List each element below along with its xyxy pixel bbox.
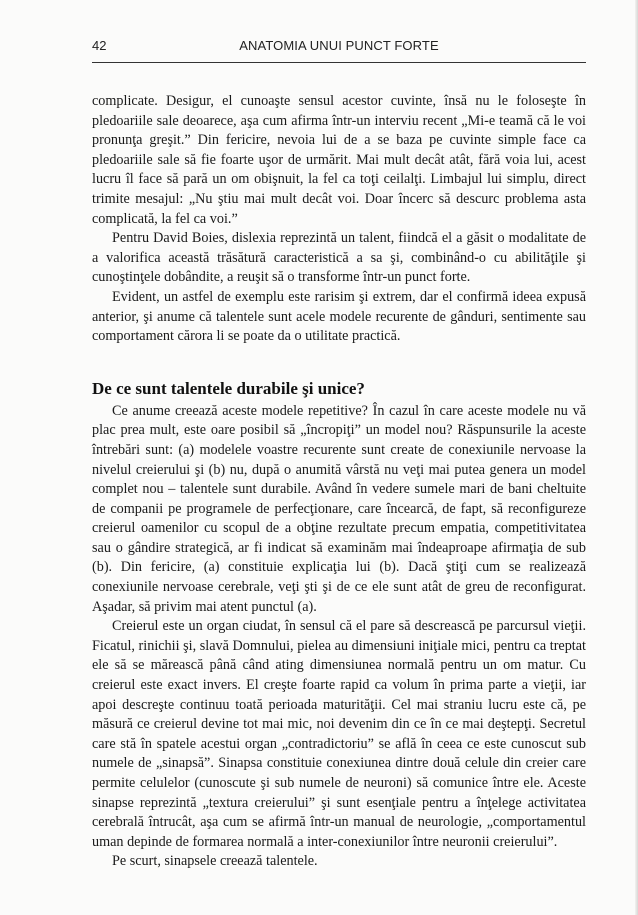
paragraph-synapses-conclusion: Pe scurt, sinapsele creează talentele. bbox=[112, 853, 318, 870]
paragraph-rare-example: Evident, un astfel de exemplu este rarisim şi extrem, dar el confirmă ideea expusă anterior, şi anume că talentele sunt acele modele recurente de gânduri, sentimente sau comportament cărora li se poate da o utilitate practică. bbox=[92, 288, 586, 345]
running-header bbox=[92, 38, 586, 60]
paragraph-brain-organ: Creierul este un organ ciudat, în sensul că el pare să descrească pe parcursul vieţii. Ficatul, rinichii şi, slavă Domnului, pielea au dimensiuni iniţiale mici, pentru ca treptat ele să se mărească până când ating dimensiunea normală pentru un om matur. Cu creierul este exact invers. El creşte foarte rapid ca volum în prima parte a vieţii, iar apoi descreşte continuu toată perioada maturităţii. Cel mai straniu lucru este că, pe măsură ce creierul devine tot mai mic, noi devenim din ce în ce mai deştepţi. Secretul care stă în spatele acestui organ „contradictoriu” se află în ceea ce este cunoscut sub numele de „sinapsă”. Sinapsa constituie conexiunea dintre două celule din creier care permite celulelor (cunoscute şi sub numele de neuroni) să comunice între ele. Aceste sinapse reprezintă „textura creierului” şi sunt esenţiale pentru a înţelege activitatea cerebrală întrucât, aşa cum se afirmă într-un manual de neurologie, „comportamentul uman depinde de formarea normală a inter-conexiunilor între neuronii creierului”. bbox=[92, 618, 586, 850]
paragraph-repetitive-models: Ce anume creează aceste modele repetitive? În cazul în care aceste modele nu vă plac prea mult, este oare posibil să „încropiţi” un model nou? Răspunsurile la aceste întrebări sunt: (a) modelele voastre recurente sunt create de conexiunile nervoase la nivelul creierului şi (b) nu, după o anumită vârstă nu veţi mai putea genera un model complet nou – talentele sunt durabile. Având în vedere sumele mari de bani cheltuite de companii pe programele de perfecţionare, care încearcă, de fapt, să reconfigureze creierul oamenilor cu scopul de a obţine rezultate precum empatia, competitivitatea sau o gândire strategică, ar fi indicat să examinăm mai îndeaproape afirmaţia de sub (b). Din fericire, (a) constituie explicaţia lui (b). Dacă ştiţi cum se realizează conexiunile nervoase cerebrale, veţi şti şi de ce ele sunt atât de greu de reconfigurat. Aşadar, să privim mai atent punctul (a). bbox=[92, 402, 586, 615]
page-number: 42 bbox=[92, 38, 107, 53]
paragraph-continued: complicate. Desigur, el cunoaşte sensul acestor cuvinte, însă nu le foloseşte în pledoariile sale deoarece, aşa cum afirma într-un interviu recent „Mi-e teamă că le voi pronunţa greşit.” Din fericire, nevoia lui de a se baza pe cuvinte simple face ca pledoariile sale să fie foarte uşor de urmărit. Mai mult decât atât, fără voia lui, acest lucru îl face să pară un om obişnuit, la fel ca toţi ceilalţi. Limbajul lui simplu, direct trimite mesajul: „Nu ştiu mai mult decât voi. Doar încerc să descurc problema asta complicată, la fel ca voi.” bbox=[92, 93, 586, 227]
body-text bbox=[92, 92, 586, 872]
header-rule bbox=[92, 62, 586, 63]
section-heading: De ce sunt talentele durabile şi unice? bbox=[92, 378, 365, 398]
paragraph-boies-dyslexia: Pentru David Boies, dislexia reprezintă un talent, fiindcă el a găsit o modalitate de a valorifica această trăsătură caracteristică a sa şi, combinând-o cu abilităţile şi cunoştinţele dobândite, a reuşit să o transforme într-un punct forte. bbox=[92, 230, 586, 286]
running-title: ANATOMIA UNUI PUNCT FORTE bbox=[239, 38, 439, 53]
